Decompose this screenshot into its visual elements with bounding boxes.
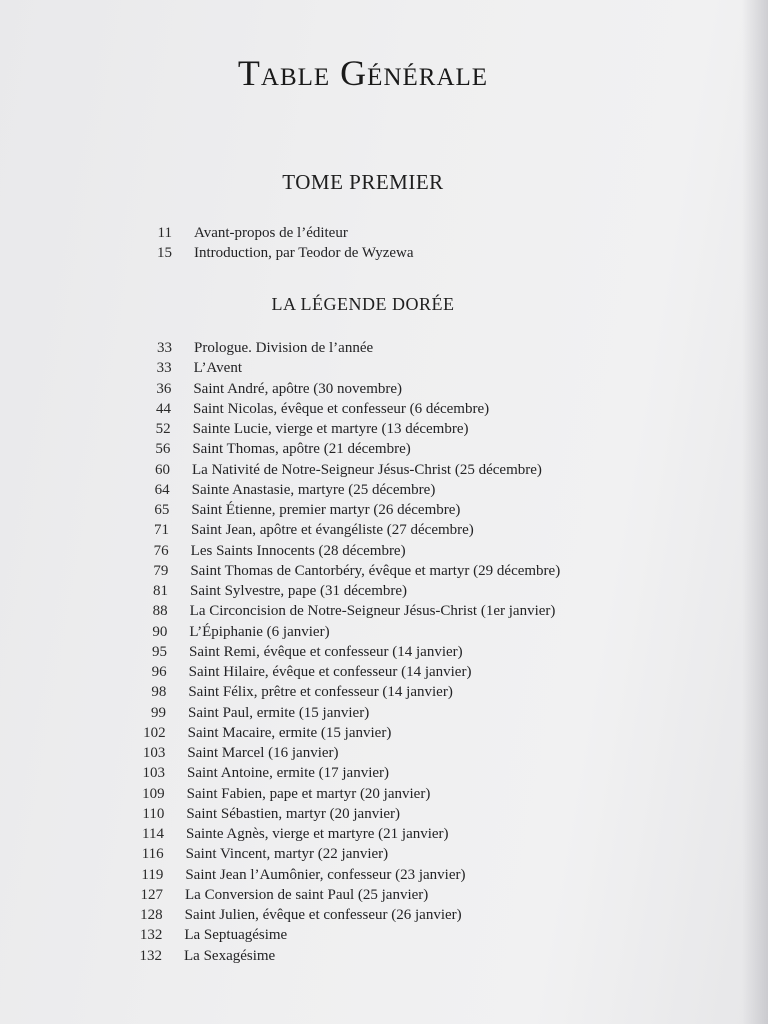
toc-entry: [140, 462, 542, 482]
toc-entry: [136, 725, 392, 745]
toc-page-number: 109: [142, 785, 165, 802]
toc-page-number: 116: [141, 846, 164, 863]
page-title: Table Générale: [237, 53, 489, 93]
toc-page-number: 103: [142, 745, 166, 761]
toc-page-number: 11: [157, 225, 172, 241]
toc-entry-title: Saint Macaire, ermite (15 janvier): [187, 724, 392, 741]
toc-page-number: 56: [155, 441, 171, 458]
toc-page-number: 52: [155, 421, 171, 437]
toc-page-number: 65: [154, 502, 170, 518]
toc-entry-title: Saint Marcel (16 janvier): [187, 745, 339, 761]
toc-entry-title: Saint Sylvestre, pape (31 décembre): [190, 583, 408, 599]
toc-entry-title: La Nativité de Notre-Seigneur Jésus-Christ (25 décembre): [192, 461, 542, 478]
toc-entry-title: Saint Jean l’Aumônier, confesseur (23 janvier): [185, 866, 466, 883]
page-edge-shadow: [742, 0, 768, 1024]
toc-page-number: 132: [139, 947, 162, 964]
toc-entry: [133, 867, 465, 887]
toc-page-number: 96: [151, 664, 167, 680]
toc-entry-title: Saint Étienne, premier martyr (26 décembre): [191, 502, 461, 518]
toc-entry: [136, 684, 453, 704]
toc-page-number: 81: [153, 583, 168, 599]
toc-page-number: 79: [153, 562, 169, 579]
toc-page-number: 64: [154, 481, 170, 498]
toc-page-number: 15: [157, 245, 172, 261]
toc-entry: [132, 948, 275, 968]
toc-entry-title: Les Saints Innocents (28 décembre): [190, 542, 406, 559]
toc-entry: [142, 245, 414, 265]
toc-entry-title: Sainte Anastasie, martyre (25 décembre): [191, 481, 436, 498]
toc-page-number: 128: [140, 907, 163, 923]
toc-entry-title: Saint Remi, évêque et confesseur (14 janvier): [189, 643, 463, 660]
toc-entry: [142, 340, 373, 360]
toc-entry-title: Sainte Agnès, vierge et martyre (21 janvier): [186, 826, 449, 842]
toc-entry-title: La Sexagésime: [184, 947, 276, 964]
toc-entry: [139, 502, 460, 522]
toc-page-number: 90: [152, 623, 168, 640]
toc-entry: [138, 583, 407, 603]
toc-entry-title: L’Avent: [193, 360, 242, 377]
toc-entry-title: Saint Hilaire, évêque et confesseur (14 janvier): [188, 664, 472, 680]
toc-entry: [133, 887, 428, 907]
toc-page-number: 98: [151, 684, 167, 701]
toc-entry: [141, 381, 402, 401]
toc-entry-title: La Conversion de saint Paul (25 janvier): [185, 886, 429, 903]
toc-entry: [135, 765, 389, 785]
toc-entry: [139, 522, 474, 542]
toc-entry-title: Saint Antoine, ermite (17 janvier): [187, 765, 390, 782]
toc-page-number: 103: [142, 765, 165, 782]
section-heading: LA LÉGENDE DORÉE: [271, 294, 455, 314]
toc-page-number: 60: [155, 461, 170, 478]
toc-entry: [137, 644, 463, 664]
toc-entry: [132, 927, 287, 947]
toc-page-number: 102: [143, 724, 166, 741]
toc-page-number: 114: [142, 826, 164, 842]
toc-entry-title: Saint Félix, prêtre et confesseur (14 janvier): [188, 684, 453, 701]
toc-entry-title: Saint Nicolas, évêque et confesseur (6 décembre): [193, 400, 490, 417]
toc-entry-title: Saint Fabien, pape et martyr (20 janvier): [186, 785, 431, 802]
toc-page-number: 33: [156, 360, 172, 377]
toc-page-number: 71: [154, 522, 169, 539]
toc-entry: [142, 360, 242, 380]
toc-entry-title: Introduction, par Teodor de Wyzewa: [194, 245, 414, 261]
toc-entry-title: La Septuagésime: [184, 927, 288, 944]
toc-entry: [137, 624, 329, 644]
tome-heading: TOME PREMIER: [282, 170, 444, 194]
toc-page-number: 132: [139, 927, 163, 944]
toc-entry-title: Saint Thomas, apôtre (21 décembre): [192, 441, 411, 458]
toc-entry: [142, 225, 348, 245]
toc-entry: [141, 421, 469, 441]
toc-entry: [135, 786, 431, 806]
toc-entry-title: L’Épiphanie (6 janvier): [189, 623, 330, 640]
toc-entry: [138, 603, 556, 623]
toc-entry: [136, 705, 369, 725]
toc-entry-title: Prologue. Division de l’année: [194, 340, 374, 356]
toc-entry: [140, 482, 436, 502]
toc-page-number: 88: [152, 603, 168, 620]
toc-entry-title: Sainte Lucie, vierge et martyre (13 décembre): [192, 421, 469, 437]
toc-entry: [134, 826, 449, 846]
toc-entry: [134, 806, 400, 826]
toc-page-number: 99: [151, 704, 166, 721]
toc-page-number: 110: [142, 805, 165, 822]
toc-entry-title: Saint André, apôtre (30 novembre): [193, 380, 403, 397]
toc-page-number: 95: [152, 643, 167, 660]
toc-entry-title: Saint Paul, ermite (15 janvier): [188, 704, 370, 721]
toc-page-number: 33: [157, 340, 172, 356]
toc-entry-title: La Circoncision de Notre-Seigneur Jésus-Christ (1er janvier): [189, 603, 556, 620]
toc-page-number: 127: [140, 886, 163, 903]
toc-entry: [137, 664, 472, 684]
toc-page-number: 36: [156, 380, 172, 397]
toc-entry-title: Saint Sébastien, martyr (20 janvier): [186, 805, 401, 822]
toc-page-number: 76: [153, 542, 169, 559]
toc-entry-title: Saint Vincent, martyr (22 janvier): [185, 846, 389, 863]
toc-entry: [133, 907, 462, 927]
toc-entry-title: Saint Julien, évêque et confesseur (26 janvier): [184, 907, 462, 923]
toc-page-number: 44: [156, 400, 171, 417]
toc-page-number: 119: [141, 866, 164, 883]
toc-entry: [141, 401, 489, 421]
toc-entry: [134, 846, 389, 866]
toc-entry-title: Saint Thomas de Cantorbéry, évêque et martyr (29 décembre): [190, 562, 561, 579]
toc-entry: [135, 745, 338, 765]
toc-entry-title: Saint Jean, apôtre et évangéliste (27 décembre): [191, 522, 474, 539]
toc-entry: [140, 441, 410, 461]
toc-entry: [139, 543, 406, 563]
toc-entry-title: Avant-propos de l’éditeur: [194, 225, 348, 241]
toc-entry: [138, 563, 560, 583]
